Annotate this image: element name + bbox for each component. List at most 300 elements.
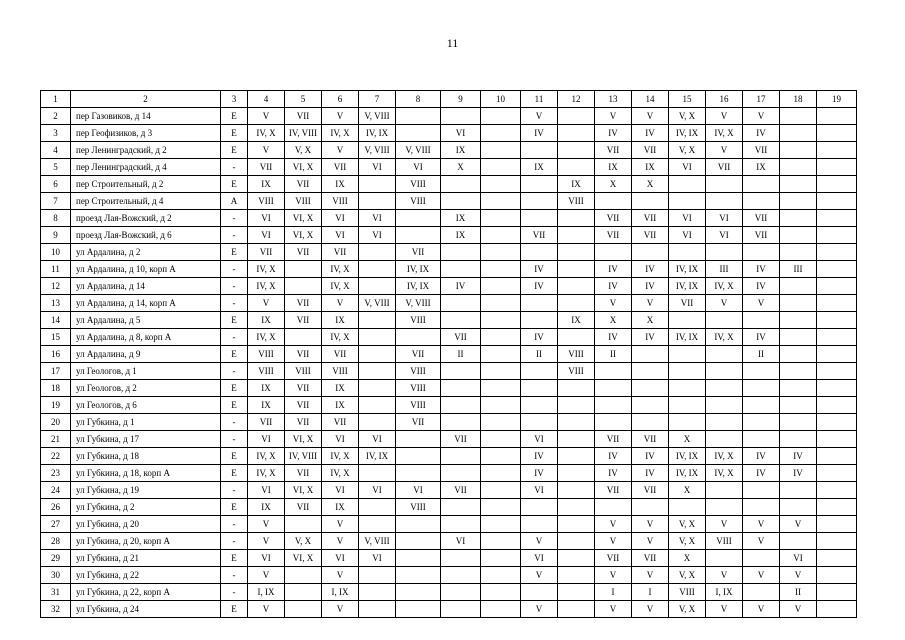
- table-cell: VII: [285, 108, 322, 125]
- table-cell: IV, X: [248, 125, 285, 142]
- table-cell: [285, 261, 322, 278]
- table-cell: V: [632, 601, 669, 618]
- table-row: [41, 329, 857, 346]
- table-cell: 16: [41, 346, 71, 363]
- table-cell: [481, 397, 521, 414]
- table-cell: IV: [780, 448, 817, 465]
- table-cell: [441, 295, 481, 312]
- table-cell: VII: [285, 346, 322, 363]
- table-row: [41, 567, 857, 584]
- table-cell: VI, X: [285, 550, 322, 567]
- table-cell: IV: [595, 465, 632, 482]
- table-row: [41, 499, 857, 516]
- table-cell: [817, 159, 857, 176]
- table-cell: 18: [780, 91, 817, 108]
- table-cell: VII: [632, 431, 669, 448]
- table-cell: V: [248, 108, 285, 125]
- table-cell: VII: [521, 227, 558, 244]
- table-cell: IV: [743, 278, 780, 295]
- table-cell: [521, 380, 558, 397]
- table-cell: V: [322, 533, 359, 550]
- table-cell: VII: [285, 244, 322, 261]
- table-cell: [743, 380, 780, 397]
- table-cell: [481, 278, 521, 295]
- table-cell: VI: [441, 125, 481, 142]
- table-cell: Е: [221, 465, 248, 482]
- table-cell: [285, 567, 322, 584]
- table-cell: VI: [669, 210, 706, 227]
- table-cell: VIII: [558, 363, 595, 380]
- table-cell: I, IX: [706, 584, 743, 601]
- table-cell: [558, 448, 595, 465]
- table-cell: [481, 210, 521, 227]
- table-cell: VI: [322, 227, 359, 244]
- table-cell: VIII: [322, 363, 359, 380]
- table-cell: IV, IX: [669, 261, 706, 278]
- table-cell: [817, 346, 857, 363]
- table-cell: IV: [521, 261, 558, 278]
- table-cell: [632, 397, 669, 414]
- table-cell: пер Геофизиков, д 3: [71, 125, 221, 142]
- table-cell: [558, 414, 595, 431]
- table-cell: [780, 482, 817, 499]
- table-cell: [817, 295, 857, 312]
- table-row: [41, 312, 857, 329]
- table-body: [41, 91, 857, 618]
- table-cell: VI: [248, 550, 285, 567]
- table-cell: [396, 210, 441, 227]
- table-cell: [558, 550, 595, 567]
- table-cell: [481, 584, 521, 601]
- table-cell: V: [706, 108, 743, 125]
- table-cell: [817, 601, 857, 618]
- table-cell: [441, 550, 481, 567]
- table-cell: [441, 465, 481, 482]
- table-cell: V: [595, 567, 632, 584]
- table-cell: VI: [359, 550, 396, 567]
- table-cell: [780, 329, 817, 346]
- table-cell: V, VIII: [396, 295, 441, 312]
- table-cell: IV, VIII: [285, 448, 322, 465]
- table-row: [41, 448, 857, 465]
- table-cell: 6: [322, 91, 359, 108]
- table-cell: V: [248, 142, 285, 159]
- table-cell: [285, 278, 322, 295]
- table-cell: II: [780, 584, 817, 601]
- table-cell: [706, 312, 743, 329]
- table-cell: -: [221, 533, 248, 550]
- table-cell: VIII: [396, 176, 441, 193]
- table-row: [41, 210, 857, 227]
- table-cell: [359, 601, 396, 618]
- table-cell: ул Губкина, д 19: [71, 482, 221, 499]
- table-cell: IV: [595, 329, 632, 346]
- table-cell: VI: [521, 482, 558, 499]
- table-cell: IV, X: [706, 125, 743, 142]
- table-cell: [481, 244, 521, 261]
- table-cell: [558, 584, 595, 601]
- table-cell: VIII: [706, 533, 743, 550]
- table-cell: [558, 227, 595, 244]
- table-cell: [481, 363, 521, 380]
- table-cell: [817, 516, 857, 533]
- table-cell: VI, X: [285, 482, 322, 499]
- table-cell: 17: [743, 91, 780, 108]
- table-cell: VIII: [396, 380, 441, 397]
- table-cell: пер Газовиков, д 14: [71, 108, 221, 125]
- table-row: [41, 295, 857, 312]
- table-cell: V: [248, 533, 285, 550]
- table-cell: IV, IX: [669, 329, 706, 346]
- table-cell: [595, 414, 632, 431]
- table-cell: -: [221, 482, 248, 499]
- table-cell: 7: [359, 91, 396, 108]
- table-row: [41, 346, 857, 363]
- table-cell: [481, 193, 521, 210]
- table-row: [41, 159, 857, 176]
- table-cell: ул Губкина, д 1: [71, 414, 221, 431]
- table-cell: [521, 312, 558, 329]
- table-cell: проезд Лая-Вожский, д 6: [71, 227, 221, 244]
- table-cell: [817, 261, 857, 278]
- table-cell: [780, 312, 817, 329]
- table-cell: 4: [41, 142, 71, 159]
- table-cell: 13: [595, 91, 632, 108]
- table-cell: VIII: [285, 363, 322, 380]
- table-row: [41, 482, 857, 499]
- table-cell: [706, 176, 743, 193]
- table-cell: V: [595, 516, 632, 533]
- table-cell: 12: [41, 278, 71, 295]
- table-cell: -: [221, 363, 248, 380]
- table-cell: IX: [248, 312, 285, 329]
- table-cell: VI, X: [285, 431, 322, 448]
- table-cell: [817, 210, 857, 227]
- table-cell: [521, 142, 558, 159]
- table-cell: [481, 499, 521, 516]
- table-cell: ул Губкина, д 17: [71, 431, 221, 448]
- table-cell: IV, X: [322, 448, 359, 465]
- table-cell: [441, 584, 481, 601]
- table-cell: IV: [595, 448, 632, 465]
- table-cell: VI: [780, 550, 817, 567]
- table-cell: [817, 176, 857, 193]
- table-cell: Е: [221, 244, 248, 261]
- table-cell: VI: [322, 210, 359, 227]
- table-cell: 20: [41, 414, 71, 431]
- table-cell: [558, 244, 595, 261]
- table-cell: VII: [322, 244, 359, 261]
- table-cell: [632, 380, 669, 397]
- table-cell: ул Ардалина, д 14: [71, 278, 221, 295]
- table-cell: [595, 499, 632, 516]
- table-cell: ул Губкина, д 20: [71, 516, 221, 533]
- table-cell: VII: [322, 414, 359, 431]
- table-cell: ул Ардалина, д 2: [71, 244, 221, 261]
- table-cell: 21: [41, 431, 71, 448]
- table-cell: IV, X: [248, 261, 285, 278]
- table-cell: [817, 567, 857, 584]
- table-cell: [780, 176, 817, 193]
- table-cell: VIII: [248, 193, 285, 210]
- table-cell: IX: [558, 312, 595, 329]
- table-cell: [396, 108, 441, 125]
- table-cell: [521, 516, 558, 533]
- table-cell: [780, 346, 817, 363]
- table-cell: [359, 380, 396, 397]
- table-cell: VI: [322, 550, 359, 567]
- table-cell: [481, 482, 521, 499]
- table-cell: [817, 448, 857, 465]
- table-cell: [396, 601, 441, 618]
- table-cell: [441, 414, 481, 431]
- table-cell: IX: [322, 397, 359, 414]
- table-cell: ул Геологов, д 1: [71, 363, 221, 380]
- table-cell: [632, 414, 669, 431]
- table-cell: V, X: [285, 142, 322, 159]
- table-header-row: [41, 91, 857, 108]
- table-cell: [780, 499, 817, 516]
- table-cell: [481, 108, 521, 125]
- table-cell: VI, X: [285, 159, 322, 176]
- table-cell: Е: [221, 499, 248, 516]
- page-number: 11: [446, 36, 459, 50]
- table-row: [41, 431, 857, 448]
- table-cell: А: [221, 193, 248, 210]
- table-cell: V, X: [669, 516, 706, 533]
- table-cell: ул Губкина, д 2: [71, 499, 221, 516]
- table-cell: VIII: [396, 363, 441, 380]
- table-cell: [780, 125, 817, 142]
- table-cell: V: [632, 295, 669, 312]
- table-cell: [743, 431, 780, 448]
- table-cell: [743, 176, 780, 193]
- table-cell: -: [221, 210, 248, 227]
- table-cell: 8: [41, 210, 71, 227]
- table-cell: [595, 193, 632, 210]
- table-cell: VI: [359, 431, 396, 448]
- table-cell: [359, 567, 396, 584]
- table-cell: IV, X: [322, 278, 359, 295]
- table-cell: [632, 244, 669, 261]
- table-cell: X: [441, 159, 481, 176]
- table-cell: V: [743, 601, 780, 618]
- table-cell: [817, 108, 857, 125]
- table-cell: VII: [595, 431, 632, 448]
- table-row: [41, 176, 857, 193]
- table-cell: ул Губкина, д 18: [71, 448, 221, 465]
- table-cell: [632, 193, 669, 210]
- table-cell: X: [595, 312, 632, 329]
- table-cell: 11: [521, 91, 558, 108]
- table-cell: IV: [632, 465, 669, 482]
- table-cell: [441, 193, 481, 210]
- table-cell: V, X: [669, 567, 706, 584]
- table-cell: [780, 193, 817, 210]
- table-cell: [632, 499, 669, 516]
- table-cell: 3: [41, 125, 71, 142]
- table-cell: [396, 329, 441, 346]
- table-cell: V: [743, 108, 780, 125]
- table-cell: VIII: [248, 363, 285, 380]
- table-cell: [780, 210, 817, 227]
- table-cell: [481, 176, 521, 193]
- table-cell: IV, X: [706, 278, 743, 295]
- table-cell: 18: [41, 380, 71, 397]
- table-cell: [481, 516, 521, 533]
- table-cell: [817, 329, 857, 346]
- table-cell: I: [632, 584, 669, 601]
- table-cell: [441, 567, 481, 584]
- table-cell: IV: [521, 465, 558, 482]
- table-cell: [558, 108, 595, 125]
- table-cell: 31: [41, 584, 71, 601]
- table-cell: [359, 414, 396, 431]
- table-cell: [817, 533, 857, 550]
- table-cell: 32: [41, 601, 71, 618]
- table-cell: V, VIII: [359, 533, 396, 550]
- table-cell: IV: [441, 278, 481, 295]
- table-cell: V: [743, 295, 780, 312]
- table-cell: [817, 142, 857, 159]
- table-cell: [396, 465, 441, 482]
- table-row: [41, 193, 857, 210]
- table-cell: [743, 397, 780, 414]
- table-cell: [780, 108, 817, 125]
- table-cell: VI: [521, 431, 558, 448]
- table-cell: [743, 550, 780, 567]
- table-cell: IX: [441, 210, 481, 227]
- table-cell: IX: [248, 176, 285, 193]
- table-cell: 15: [41, 329, 71, 346]
- table-cell: Е: [221, 142, 248, 159]
- table-cell: V: [322, 142, 359, 159]
- table-cell: [780, 159, 817, 176]
- table-cell: [441, 312, 481, 329]
- table-cell: VI: [359, 227, 396, 244]
- table-cell: 13: [41, 295, 71, 312]
- table-cell: [743, 312, 780, 329]
- table-cell: V: [521, 601, 558, 618]
- table-cell: VI: [359, 210, 396, 227]
- table-cell: 17: [41, 363, 71, 380]
- table-cell: V: [780, 567, 817, 584]
- table-cell: [558, 431, 595, 448]
- table-cell: 19: [817, 91, 857, 108]
- table-cell: [359, 278, 396, 295]
- table-cell: [706, 346, 743, 363]
- table-cell: 28: [41, 533, 71, 550]
- table-row: [41, 244, 857, 261]
- table-cell: VI: [669, 227, 706, 244]
- table-cell: II: [595, 346, 632, 363]
- table-cell: 26: [41, 499, 71, 516]
- table-cell: Е: [221, 108, 248, 125]
- table-cell: VI, X: [285, 227, 322, 244]
- table-cell: IX: [632, 159, 669, 176]
- table-cell: [669, 397, 706, 414]
- table-cell: [558, 278, 595, 295]
- table-cell: [285, 601, 322, 618]
- table-cell: [481, 380, 521, 397]
- table-cell: [817, 550, 857, 567]
- table-cell: [441, 601, 481, 618]
- table-cell: VIII: [248, 346, 285, 363]
- table-cell: [359, 193, 396, 210]
- table-cell: [743, 363, 780, 380]
- table-cell: 3: [221, 91, 248, 108]
- table-cell: V: [706, 142, 743, 159]
- table-cell: IV, X: [248, 329, 285, 346]
- table-cell: ул Геологов, д 6: [71, 397, 221, 414]
- table-row: [41, 142, 857, 159]
- table-cell: [359, 261, 396, 278]
- table-cell: [817, 193, 857, 210]
- table-cell: IV: [743, 329, 780, 346]
- table-cell: VII: [595, 482, 632, 499]
- table-cell: -: [221, 431, 248, 448]
- table-cell: V: [743, 567, 780, 584]
- table-cell: IV: [632, 278, 669, 295]
- table-cell: Е: [221, 550, 248, 567]
- table-cell: IV, IX: [669, 278, 706, 295]
- table-cell: [706, 499, 743, 516]
- table-cell: [706, 397, 743, 414]
- table-cell: [441, 380, 481, 397]
- table-cell: -: [221, 159, 248, 176]
- table-cell: V: [248, 601, 285, 618]
- table-cell: IX: [322, 380, 359, 397]
- table-cell: X: [669, 431, 706, 448]
- table-cell: [595, 380, 632, 397]
- table-cell: I: [595, 584, 632, 601]
- table-cell: IX: [248, 499, 285, 516]
- table-cell: [558, 567, 595, 584]
- table-cell: V, X: [669, 142, 706, 159]
- table-cell: VII: [285, 295, 322, 312]
- table-cell: [558, 380, 595, 397]
- table-cell: [396, 533, 441, 550]
- table-cell: IX: [248, 380, 285, 397]
- table-cell: VII: [595, 142, 632, 159]
- table-cell: [481, 601, 521, 618]
- table-cell: [521, 414, 558, 431]
- table-cell: [780, 363, 817, 380]
- table-cell: VI, X: [285, 210, 322, 227]
- table-cell: IV: [780, 465, 817, 482]
- table-cell: V: [706, 567, 743, 584]
- table-cell: VI: [248, 431, 285, 448]
- table-cell: [706, 363, 743, 380]
- table-cell: V: [322, 295, 359, 312]
- table-cell: IV: [521, 125, 558, 142]
- table-cell: Е: [221, 601, 248, 618]
- table-cell: IX: [558, 176, 595, 193]
- table-row: [41, 108, 857, 125]
- table-cell: [706, 244, 743, 261]
- table-cell: [706, 482, 743, 499]
- table-cell: X: [669, 550, 706, 567]
- table-cell: VII: [396, 244, 441, 261]
- table-cell: [780, 431, 817, 448]
- table-cell: IV, X: [248, 465, 285, 482]
- table-cell: [595, 397, 632, 414]
- table-cell: [359, 584, 396, 601]
- table-cell: [558, 482, 595, 499]
- table-cell: V: [743, 533, 780, 550]
- table-cell: [743, 193, 780, 210]
- table-cell: [817, 414, 857, 431]
